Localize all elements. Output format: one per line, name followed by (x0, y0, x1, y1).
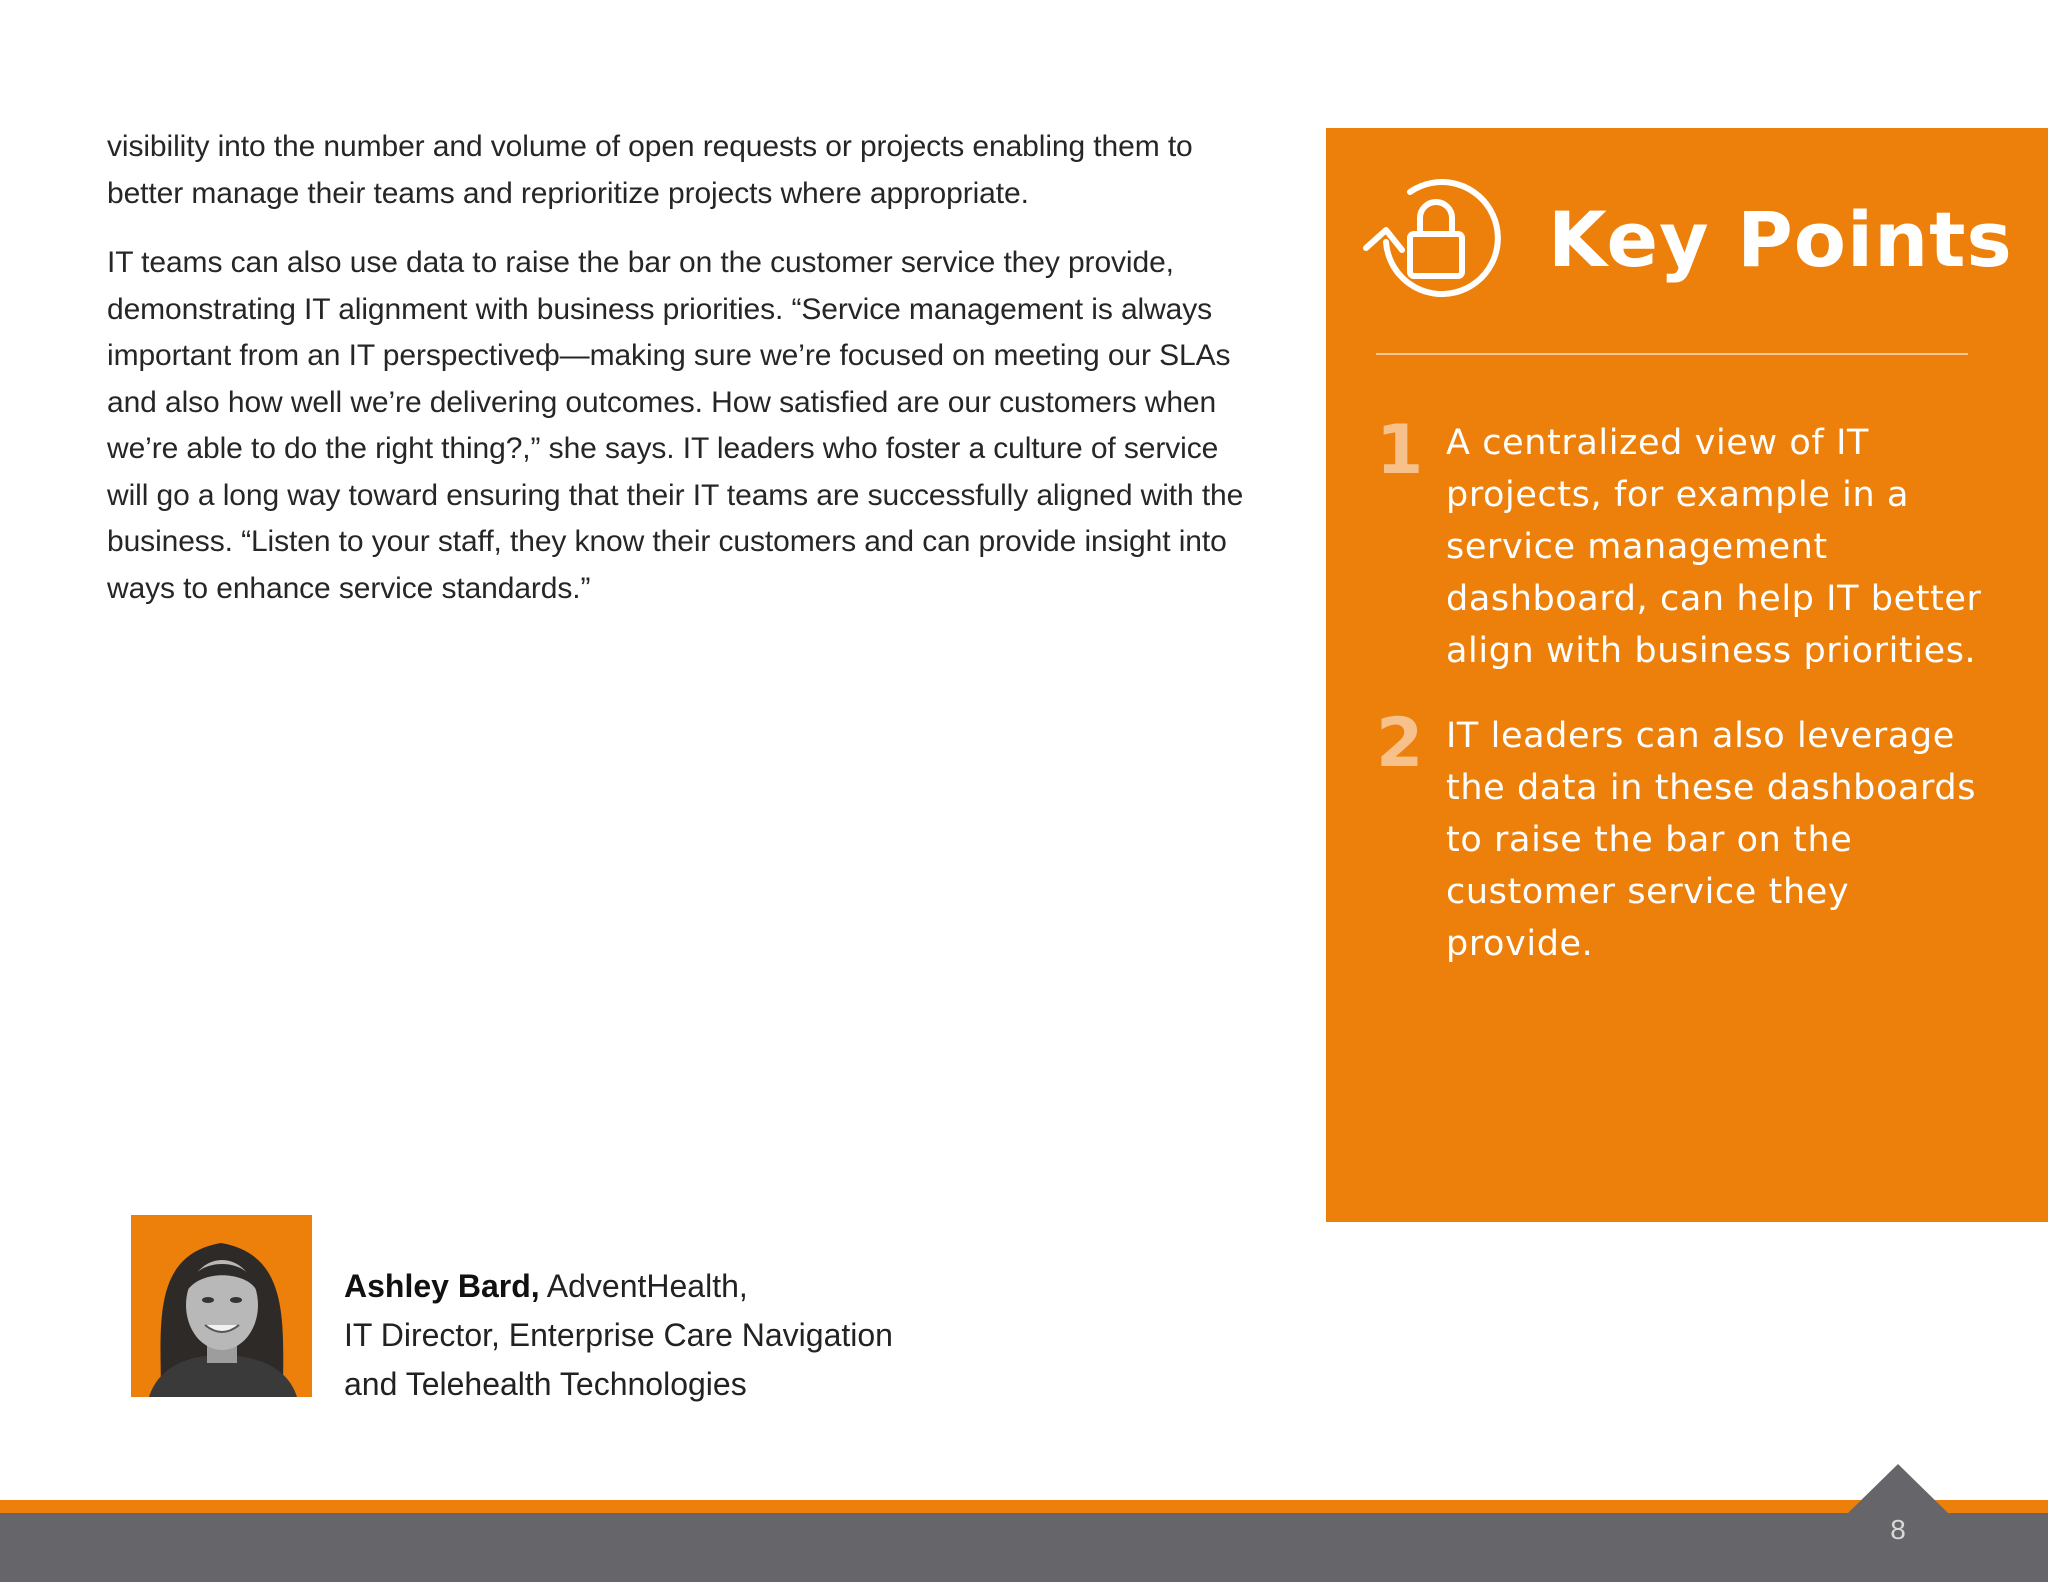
paragraph-2: IT teams can also use data to raise the bar on the customer service they provide, demonstrating IT alignment with business priorities. “Service management is always important from an IT perspectiveф—making sure we’re focused on meeting our SLAs and also how well we’re delivering outcomes. How satisfied are our customers when we’re able to do the right thing?,” she says. IT leaders who foster a culture of service will go a long way toward ensuring that their IT teams are successfully aligned with the business. “Listen to your staff, they know their customers and can provide insight into ways to enhance service standards.” (107, 246, 1244, 605)
footer-bar (0, 1513, 2048, 1582)
unlock-cycle-icon (1362, 170, 1506, 308)
author-title-line-1: IT Director, Enterprise Care Navigation (344, 1317, 893, 1353)
page-number: 8 (1890, 1514, 1906, 1545)
author-org: AdventHealth, (539, 1268, 748, 1304)
divider (1376, 353, 1968, 355)
body-text (107, 124, 1247, 635)
page-number-tab (1848, 1464, 1948, 1513)
quote-attribution (344, 1262, 893, 1409)
key-points-title: Key Points (1548, 195, 2013, 284)
key-point-number: 1 (1376, 411, 1424, 490)
byline-line-1 (344, 1262, 893, 1311)
key-points-panel (1326, 128, 2048, 1222)
key-point-number: 2 (1376, 704, 1424, 783)
footer-accent-bar (0, 1500, 2048, 1513)
key-point-text: IT leaders can also leverage the data in these dashboards to raise the bar on the customer service they provide. (1446, 716, 1977, 964)
author-photo (131, 1215, 312, 1397)
author-name: Ashley Bard, (344, 1268, 540, 1304)
paragraph-1: visibility into the number and volume of open requests or projects enabling them to better manage their teams and reprioritize projects where appropriate. (107, 130, 1193, 210)
key-point-text: A centralized view of IT projects, for example in a service management dashboard, can help IT better align with business priorities. (1446, 423, 1982, 671)
portrait-image (131, 1215, 312, 1397)
author-title-line-2: and Telehealth Technologies (344, 1366, 747, 1402)
